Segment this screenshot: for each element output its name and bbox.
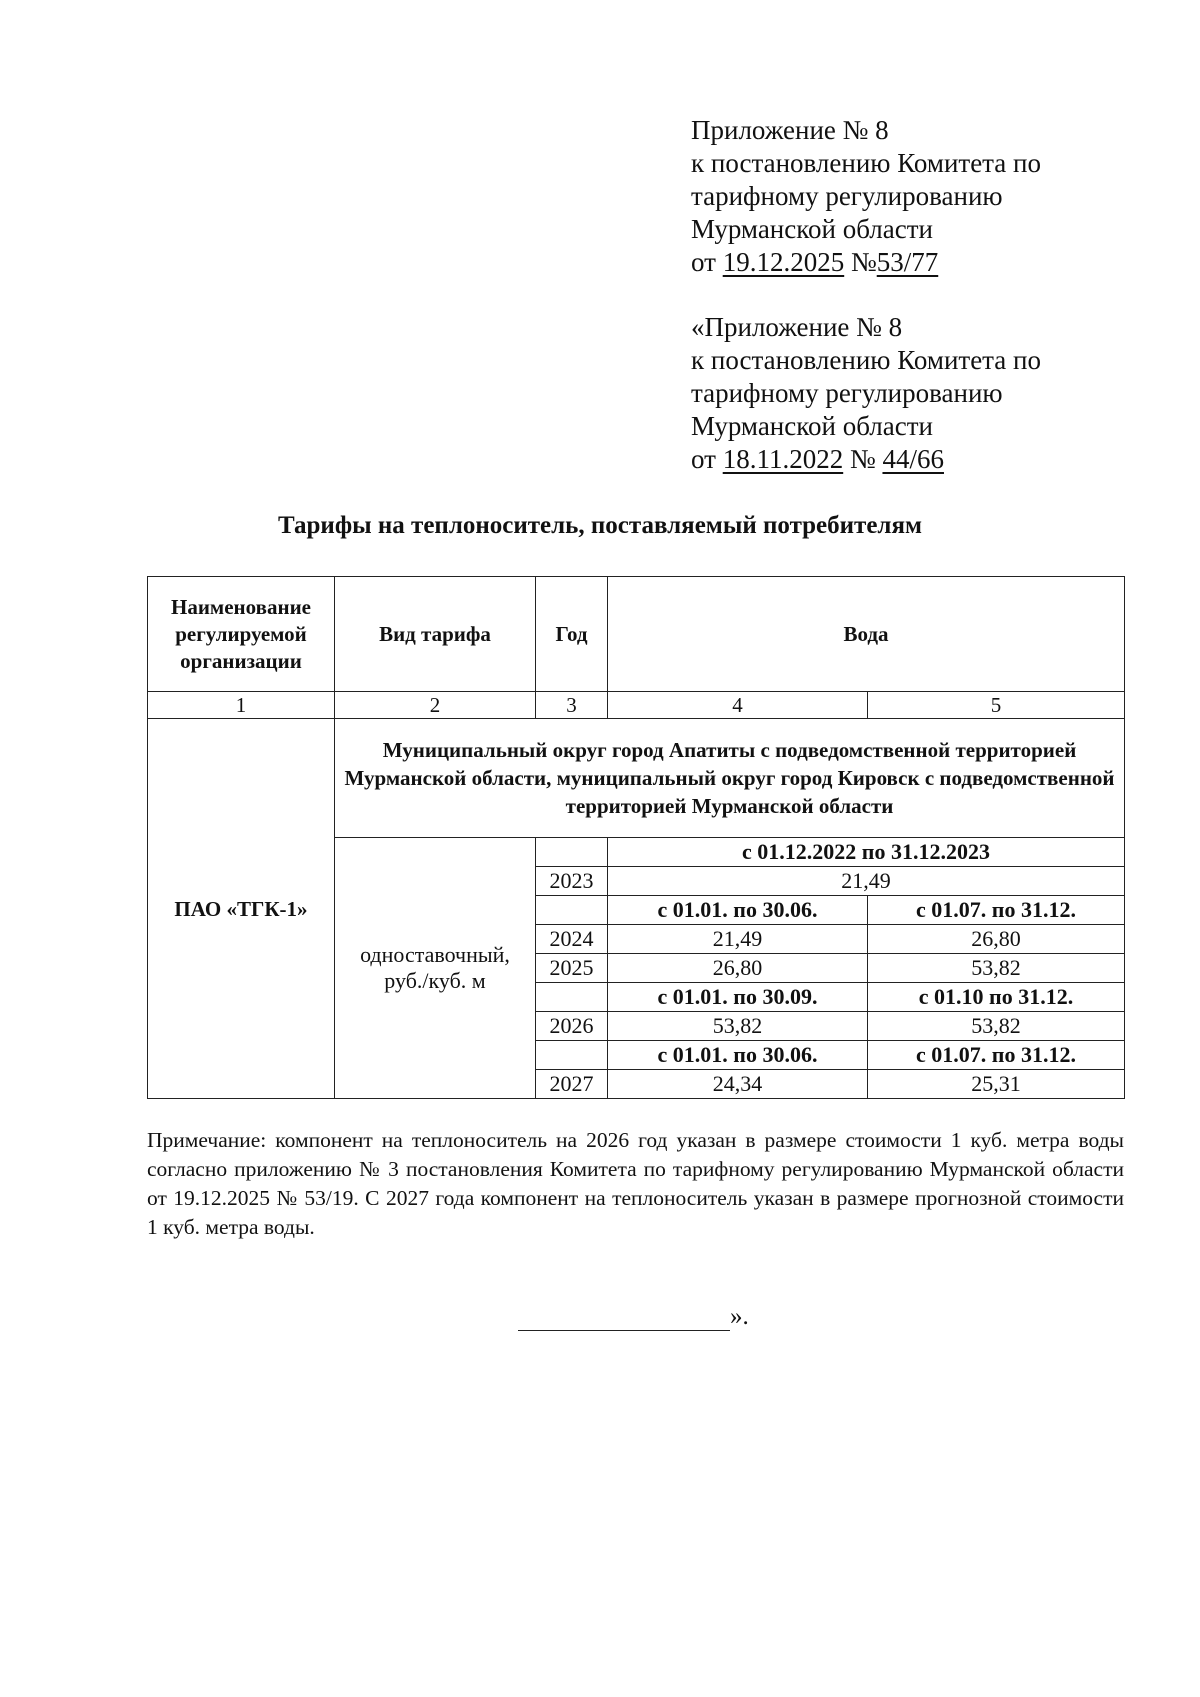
tariff-value: 26,80	[608, 954, 868, 983]
appendix-line: тарифному регулированию	[691, 181, 1003, 211]
year-cell: 2027	[536, 1070, 608, 1099]
period-header: с 01.07. по 31.12.	[868, 896, 1125, 925]
column-number: 3	[536, 692, 608, 719]
appendix-line: Мурманской области	[691, 411, 933, 441]
period-header: с 01.12.2022 по 31.12.2023	[608, 838, 1125, 867]
period-header: с 01.01. по 30.06.	[608, 1041, 868, 1070]
organization-name: ПАО «ТГК-1»	[148, 719, 335, 1099]
appendix-line: Мурманской области	[691, 214, 933, 244]
signature-line	[518, 1308, 730, 1331]
tariff-value: 24,34	[608, 1070, 868, 1099]
header-org: Наименование регулируемой организации	[148, 577, 335, 692]
period-header: с 01.10 по 31.12.	[868, 983, 1125, 1012]
tariff-value: 21,49	[608, 925, 868, 954]
appendix-header-current	[691, 114, 1041, 279]
year-cell	[536, 983, 608, 1012]
tariff-value: 26,80	[868, 925, 1125, 954]
appendix-header-original	[691, 311, 1041, 476]
tariff-table	[147, 576, 1125, 1099]
date-prefix: от	[691, 247, 723, 277]
appendix-number: 53/77	[876, 247, 939, 277]
appendix-line: к постановлению Комитета по	[691, 148, 1041, 178]
period-header: с 01.07. по 31.12.	[868, 1041, 1125, 1070]
column-number: 2	[335, 692, 536, 719]
period-header: с 01.01. по 30.09.	[608, 983, 868, 1012]
appendix-line: «Приложение № 8	[691, 312, 903, 342]
document-title: Тарифы на теплоноситель, поставляемый потребителям	[277, 512, 923, 539]
header-water: Вода	[608, 577, 1125, 692]
header-kind: Вид тарифа	[335, 577, 536, 692]
year-cell: 2025	[536, 954, 608, 983]
column-number: 4	[608, 692, 868, 719]
tariff-value: 53,82	[868, 954, 1125, 983]
municipality-name: Муниципальный округ город Апатиты с подведомственной территорией Мурманской области, муниципальный округ город Кировск с подведомственной территорией Мурманской области	[335, 719, 1125, 838]
period-header: с 01.01. по 30.06.	[608, 896, 868, 925]
year-cell	[536, 896, 608, 925]
year-cell: 2026	[536, 1012, 608, 1041]
tariff-kind: одноставочный, руб./куб. м	[335, 838, 536, 1099]
appendix-date-line	[691, 443, 1041, 476]
number-prefix: №	[844, 247, 877, 277]
appendix-number: 44/66	[882, 444, 944, 474]
year-cell: 2023	[536, 867, 608, 896]
tariff-value: 53,82	[608, 1012, 868, 1041]
column-number-row	[148, 692, 1125, 719]
year-cell	[536, 838, 608, 867]
appendix-date: 18.11.2022	[722, 444, 844, 474]
tariff-value: 21,49	[608, 867, 1125, 896]
appendix-date: 19.12.2025	[722, 247, 845, 277]
header-year: Год	[536, 577, 608, 692]
municipality-row	[148, 719, 1125, 838]
date-prefix: от	[691, 444, 723, 474]
table-header-row	[148, 577, 1125, 692]
closing-mark-line	[518, 1303, 749, 1331]
year-cell: 2024	[536, 925, 608, 954]
note-paragraph: Примечание: компонент на теплоноситель на 2026 год указан в размере стоимости 1 куб. метра воды согласно приложению № 3 постановления Комитета по тарифному регулированию Мурманской области от 19.12.2025 № 53/19. С 2027 года компонент на теплоноситель указан в размере прогнозной стоимости 1 куб. метра воды.	[147, 1128, 1124, 1239]
appendix-line: Приложение № 8	[691, 115, 889, 145]
appendix-line: к постановлению Комитета по	[691, 345, 1041, 375]
column-number: 1	[148, 692, 335, 719]
appendix-line: тарифному регулированию	[691, 378, 1003, 408]
year-cell	[536, 1041, 608, 1070]
tariff-value: 53,82	[868, 1012, 1125, 1041]
column-number: 5	[868, 692, 1125, 719]
appendix-date-line	[691, 246, 1041, 279]
number-prefix: №	[843, 444, 883, 474]
tariff-value: 25,31	[868, 1070, 1125, 1099]
closing-quote: ».	[730, 1303, 749, 1330]
